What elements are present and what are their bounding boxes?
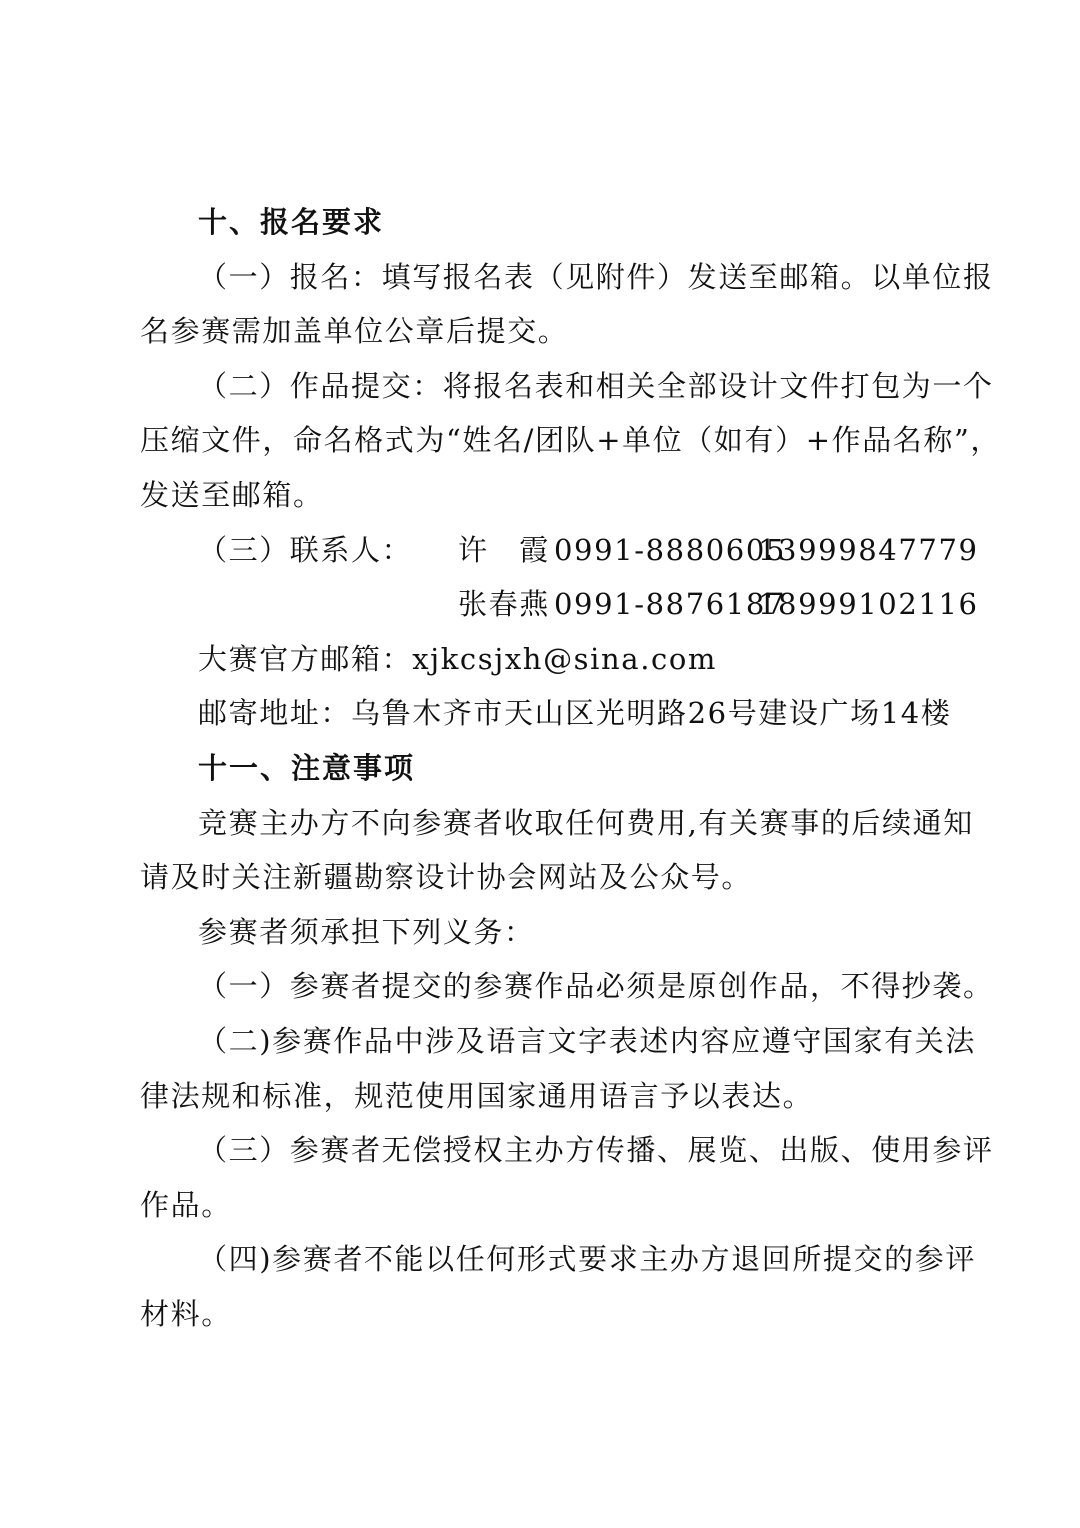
contacts-label-spacer — [198, 577, 458, 632]
contact-mobile: 18999102116 — [758, 587, 979, 622]
document-body — [140, 195, 1002, 1341]
duty-4-line-1: （四)参赛者不能以任何形式要求主办方退回所提交的参评 — [198, 1242, 976, 1277]
item-1-line-1: （一）报名：填写报名表（见附件）发送至邮箱。以单位报 — [198, 259, 994, 294]
duties-intro: 参赛者须承担下列义务： — [198, 914, 535, 949]
item-1-line-2: 名参赛需加盖单位公章后提交。 — [140, 314, 569, 349]
item-2-line-2: 压缩文件，命名格式为“姓名/团队+单位（如有）+作品名称”， — [140, 423, 1002, 458]
contact-row-1 — [140, 523, 979, 578]
contact-name: 许 霞 — [458, 532, 550, 567]
notice-line-1: 竞赛主办方不向参赛者收取任何费用,有关赛事的后续通知 — [198, 805, 974, 840]
duty-3-line-2: 作品。 — [140, 1187, 232, 1222]
contact-mobile: 13999847779 — [758, 532, 979, 567]
contact-phone: 0991-8876187 — [554, 587, 786, 622]
section-11-heading: 十一、注意事项 — [198, 750, 416, 785]
duty-4-line-2: 材料。 — [140, 1296, 232, 1331]
mailing-address-line: 邮寄地址：乌鲁木齐市天山区光明路26号建设广场14楼 — [198, 696, 952, 731]
item-2-line-3: 发送至邮箱。 — [140, 477, 324, 512]
duty-3-line-1: （三）参赛者无偿授权主办方传播、展览、出版、使用参评 — [198, 1133, 994, 1168]
duty-2-line-1: （二)参赛作品中涉及语言文字表述内容应遵守国家有关法 — [198, 1023, 976, 1058]
duty-1-line-1: （一）参赛者提交的参赛作品必须是原创作品，不得抄袭。 — [198, 969, 994, 1004]
contacts-label: （三）联系人： — [198, 532, 413, 567]
official-email-line: 大赛官方邮箱：xjkcsjxh@sina.com — [198, 641, 718, 676]
contact-row-2 — [140, 577, 979, 632]
notice-line-2: 请及时关注新疆勘察设计协会网站及公众号。 — [140, 860, 753, 895]
item-2-line-1: （二）作品提交：将报名表和相关全部设计文件打包为一个 — [198, 368, 994, 403]
section-10-heading: 十、报名要求 — [198, 205, 385, 239]
contact-phone: 0991-8880605 — [554, 532, 786, 567]
duty-2-line-2: 律法规和标准，规范使用国家通用语言予以表达。 — [140, 1078, 814, 1113]
contact-name: 张春燕 — [458, 587, 550, 622]
